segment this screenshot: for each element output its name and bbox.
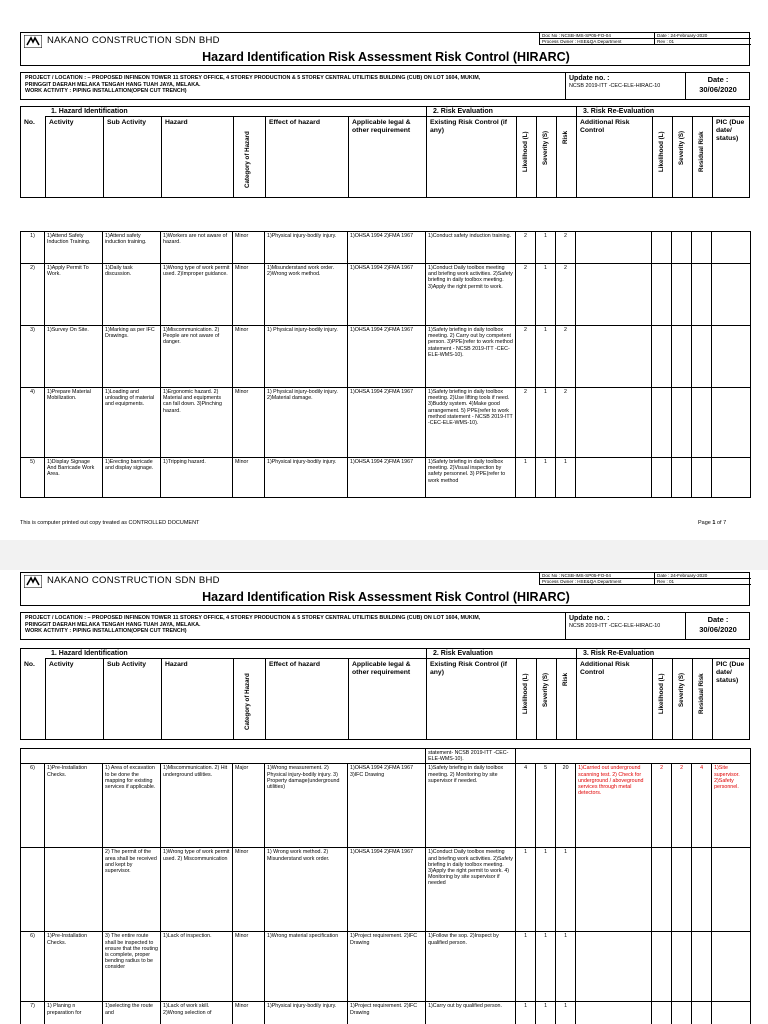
cell-cat: Minor	[233, 458, 265, 498]
section-risk-evaluation-2: 2. Risk Evaluation	[426, 649, 576, 659]
project-line-3: WORK ACTIVITY : PIPING INSTALLATION(OPEN CUT TRENCH)	[25, 88, 187, 94]
cell-hazard: 1)Wrong type of work permit used. 2)Improper guidance.	[161, 264, 233, 326]
col-category	[233, 117, 265, 197]
project-line-2: PRINGGIT DAERAH MELAKA TENGAH HANG TUAH JAYA, MELAKA.	[25, 81, 201, 88]
table-row	[21, 764, 751, 848]
cell-no: 6)	[21, 932, 45, 1002]
page-current: 1	[712, 520, 716, 526]
cell-rr	[692, 232, 712, 264]
cell-hazard: 1)Ergonomic hazard. 2) Material and equipments can fall down. 3)Pinching hazard.	[161, 388, 233, 458]
cell-s: 1	[536, 458, 556, 498]
cell-l2	[652, 458, 672, 498]
cell-existing: 1)Safety briefing in daily toolbox meeting. 2)Visual inspection by safety personnel. 3) PPE(refer to work method	[426, 458, 516, 498]
cell-existing: 1)Follow the sop. 2)Inspect by qualified person.	[426, 932, 516, 1002]
cell-no: 4)	[21, 388, 45, 458]
cell-add	[576, 1002, 652, 1024]
continuation-row	[21, 749, 751, 764]
cell-s2	[672, 264, 692, 326]
cell-rr	[692, 458, 712, 498]
cell-hazard: 1)Wrong type of work permit used. 2) Miscommunication	[161, 848, 233, 932]
date-label-2: Date :	[707, 615, 729, 624]
cell-effect: 1) Physical injury-bodily injury. 2)Material damage.	[265, 388, 348, 458]
col-likelihood-2	[652, 117, 672, 197]
cell-l: 1	[516, 1002, 536, 1024]
table-row	[21, 264, 751, 326]
document-title: Hazard Identification Risk Assessment Risk Control (HIRARC)	[202, 50, 570, 64]
col-residual-label: Residual Risk	[698, 131, 705, 172]
page-prefix: Page	[698, 520, 713, 526]
update-box	[565, 73, 685, 99]
update-value-2: NCSB 2019-ITT -CEC-ELE-HIRAC-10	[569, 623, 661, 629]
doc-rev: Rev : 01	[657, 39, 675, 44]
cell-no: 6)	[21, 764, 45, 848]
company-logo-icon	[24, 575, 42, 588]
cell-cat: Minor	[233, 326, 265, 388]
col-likelihood-2-p2-label: Likelihood (L)	[658, 673, 665, 714]
project-info-box	[20, 72, 750, 100]
cell-rr	[692, 932, 712, 1002]
cell-r: 2	[556, 264, 576, 326]
cell-add	[576, 264, 652, 326]
cell-s2	[672, 458, 692, 498]
cell-s2: 2	[672, 764, 692, 848]
cell-s2	[672, 388, 692, 458]
cell-legal: 1)OHSA 1994 2)FMA 1967	[348, 264, 426, 326]
cell-rr	[692, 388, 712, 458]
cell-existing: 1)Safety briefing in daily toolbox meeting. 2)Use lifting tools if need. 3)Buddy system. 4)Make good arrangement. 5) PPE(refer to work method statement - NCSB 2019-ITT -CEC-ELE-WMS-10).	[426, 388, 516, 458]
cell-hazard: 1)Workers are not aware of hazard.	[161, 232, 233, 264]
cell-existing: 1)Conduct safety induction training.	[426, 232, 516, 264]
cell-legal: 1)OHSA 1994 2)FMA 1967	[348, 458, 426, 498]
cell-l: 2	[516, 232, 536, 264]
cell-sub: 3) The entire route shall be inspected to ensure that the routing is complete, proper bending radius to be consider	[103, 932, 161, 1002]
update-box-2	[565, 613, 685, 639]
col-risk	[556, 117, 576, 197]
doc-meta-box-2	[539, 573, 751, 585]
update-label: Update no. :	[569, 75, 610, 82]
column-header-block	[20, 106, 750, 198]
cell-l2	[652, 932, 672, 1002]
cell-s2	[672, 232, 692, 264]
col-sub-activity: Sub Activity	[103, 117, 161, 197]
hazard-table-page-1	[20, 231, 751, 498]
table-row	[21, 458, 751, 498]
cell-sub: 1) Area of excavation to be done the mapping for existing services if applicable.	[103, 764, 161, 848]
table-row	[21, 848, 751, 932]
cell-l: 1	[516, 932, 536, 1002]
company-logo-icon	[24, 35, 42, 48]
col-no-2: No.	[24, 661, 35, 668]
cell-cat: Minor	[233, 932, 265, 1002]
cell-sub: 1)Marking as per IFC Drawings.	[103, 326, 161, 388]
cell-legal: 1)Project requirement. 2)IFC Drawing	[348, 1002, 426, 1024]
cell-legal: 1)OHSA 1994 2)FMA 1967 3)IFC Drawing	[348, 764, 426, 848]
cell-sub: 1)Loading and unloading of material and equipments.	[103, 388, 161, 458]
doc-no-2: Doc No : NCSB-IMS-SP05-FO-04	[539, 573, 655, 578]
col-residual-p2	[692, 659, 712, 739]
cell-effect: 1)Physical injury-bodily injury.	[265, 232, 348, 264]
col-likelihood-label: Likelihood (L)	[522, 131, 529, 172]
cell-rr	[692, 264, 712, 326]
date-box	[685, 73, 750, 99]
col-severity-2-p2-label: Severity (S)	[678, 673, 685, 708]
cell-activity: 1)Apply Permit To Work.	[45, 264, 103, 326]
cell-s2	[672, 1002, 692, 1024]
col-hazard: Hazard	[161, 117, 233, 197]
document-header	[20, 32, 750, 66]
cell-no: 5)	[21, 458, 45, 498]
cell-activity: 1)Pre-Installation Checks.	[45, 932, 103, 1002]
cell-r: 2	[556, 232, 576, 264]
cell-cat: Major	[233, 764, 265, 848]
cell-existing: 1)Safety briefing in daily toolbox meeting. 2) Monitoring by site supervisor if needed.	[426, 764, 516, 848]
col-pic: PIC (Due date/ status)	[712, 117, 750, 197]
cell-cat: Minor	[233, 1002, 265, 1024]
cell-l2	[652, 326, 672, 388]
project-info-box-2	[20, 612, 750, 640]
section-risk-reevaluation: 3. Risk Re-Evaluation	[576, 107, 750, 117]
cell-l2	[652, 848, 672, 932]
cell-activity: 1)Survey On Site.	[45, 326, 103, 388]
cell-s: 1	[536, 264, 556, 326]
cell-activity: 1) Planing n preparation for	[45, 1002, 103, 1024]
col-category-2-label: Category of Hazard	[244, 673, 251, 730]
continuation-text: statement- NCSB 2019-ITT -CEC-ELE-WMS-10).	[426, 749, 516, 764]
cell-s: 1	[536, 932, 556, 1002]
cell-pic	[712, 848, 751, 932]
cell-pic	[712, 1002, 751, 1024]
col-risk-label: Risk	[562, 131, 569, 145]
cell-existing: 1)Carry out by qualified person.	[426, 1002, 516, 1024]
col-no: No.	[24, 119, 35, 126]
cell-rr	[692, 1002, 712, 1024]
col-existing: Existing Risk Control (if any)	[426, 117, 516, 197]
cell-activity: 1)Attend Safety Induction Training.	[45, 232, 103, 264]
cell-r: 1	[556, 932, 576, 1002]
cell-sub: 1)Attend safety induction training.	[103, 232, 161, 264]
cell-l: 2	[516, 388, 536, 458]
controlled-document-note: This is computer printed out copy treated as CONTROLLED DOCUMENT	[20, 520, 200, 526]
table-row	[21, 1002, 751, 1024]
col-severity	[536, 117, 556, 197]
date-box-2	[685, 613, 750, 639]
cell-s: 5	[536, 764, 556, 848]
cell-effect: 1) Physical injury-bodily injury.	[265, 326, 348, 388]
section-risk-reevaluation-2: 3. Risk Re-Evaluation	[576, 649, 750, 659]
cell-existing: 1)Conduct Daily toolbox meeting and briefing work activities. 2)Safety briefing in daily toolbox meeting. 3)Apply the right permit to work. 4) Monitoring by site supervisor if needed	[426, 848, 516, 932]
cell-s2	[672, 848, 692, 932]
date-value-2: 30/06/2020	[699, 625, 737, 634]
col-pic-2: PIC (Due date/ status)	[712, 659, 750, 739]
cell-sub: 1)selecting the route and	[103, 1002, 161, 1024]
doc-date-2: Date : 24-February-2020	[657, 573, 708, 578]
cell-r: 1	[556, 458, 576, 498]
cell-effect: 1)Physical injury-bodily injury.	[265, 458, 348, 498]
cell-l2: 2	[652, 764, 672, 848]
col-activity: Activity	[45, 117, 103, 197]
col-likelihood	[516, 117, 536, 197]
doc-owner-2: Process Owner : HSE&QA Department	[539, 579, 655, 584]
cell-legal: 1)OHSA 1994 2)FMA 1967	[348, 326, 426, 388]
cell-hazard: 1)Tripping hazard.	[161, 458, 233, 498]
col-severity-2	[672, 117, 692, 197]
cell-legal: 1)OHSA 1994 2)FMA 1967	[348, 388, 426, 458]
cell-cat: Minor	[233, 232, 265, 264]
cell-add	[576, 326, 652, 388]
cell-l2	[652, 388, 672, 458]
doc-meta-box	[539, 33, 751, 45]
col-severity-2-p2	[672, 659, 692, 739]
project-line-2-2: PRINGGIT DAERAH MELAKA TENGAH HANG TUAH JAYA, MELAKA.	[25, 621, 201, 628]
cell-effect: 1)Misunderstand work order. 2)Wrong work method.	[265, 264, 348, 326]
cell-sub: 1)Erecting barricade and display signage.	[103, 458, 161, 498]
doc-rev-2: Rev : 01	[657, 579, 675, 584]
cell-sub: 2) The permit of the area shall be received and kept by supervisor.	[103, 848, 161, 932]
cell-sub: 1)Daily task discussion.	[103, 264, 161, 326]
cell-r: 20	[556, 764, 576, 848]
col-severity-p2	[536, 659, 556, 739]
cell-pic	[712, 232, 751, 264]
doc-owner: Process Owner : HSE&QA Department	[539, 39, 655, 44]
cell-add	[576, 232, 652, 264]
cell-add	[576, 388, 652, 458]
cell-no: 2)	[21, 264, 45, 326]
date-value: 30/06/2020	[699, 85, 737, 94]
cell-l: 1	[516, 458, 536, 498]
cell-pic	[712, 388, 751, 458]
cell-hazard: 1)Lack of work skill. 2)Wrong selection of	[161, 1002, 233, 1024]
cell-cat: Minor	[233, 848, 265, 932]
page-number	[698, 520, 726, 526]
company-name-2: NAKANO CONSTRUCTION SDN BHD	[47, 575, 220, 586]
page-suffix: of 7	[715, 520, 727, 526]
project-line-3-2: WORK ACTIVITY : PIPING INSTALLATION(OPEN CUT TRENCH)	[25, 628, 187, 634]
cell-s: 1	[536, 848, 556, 932]
cell-pic: 1)Site supervisor. 2)Safety personnel.	[712, 764, 751, 848]
col-sub-activity-2: Sub Activity	[103, 659, 161, 739]
project-line-1-2: PROJECT / LOCATION : – PROPOSED INFINEON TOWER 11 STOREY OFFICE, 4 STOREY PRODUCTION & 5 STOREY CENTRAL UTILITIES BUILDING (CUB) ON LOT 1604, MUKIM,	[25, 615, 481, 621]
section-hazard-identification: 1. Hazard Identification	[45, 107, 426, 117]
doc-no: Doc No : NCSB-IMS-SP05-FO-04	[539, 33, 655, 38]
cell-rr	[692, 326, 712, 388]
cell-rr	[692, 848, 712, 932]
cell-no	[21, 848, 45, 932]
cell-s: 1	[536, 388, 556, 458]
col-category-label: Category of Hazard	[244, 131, 251, 188]
col-legal: Applicable legal & other requirement	[348, 117, 426, 197]
cell-hazard: 1)Miscommunication. 2) People are not aware of danger.	[161, 326, 233, 388]
cell-add: 1)Carried out underground scanning test. 2) Check for underground / aboveground services through metal detectors.	[576, 764, 652, 848]
cell-effect: 1)Wrong measurement. 2) Physical injury-bodily injury. 3) Property damage(underground utilities)	[265, 764, 348, 848]
cell-hazard: 1)Lack of inspection.	[161, 932, 233, 1002]
cell-activity: 1)Display Signage And Barricade Work Area.	[45, 458, 103, 498]
cell-r: 1	[556, 848, 576, 932]
cell-pic	[712, 264, 751, 326]
document-header-2	[20, 572, 750, 606]
col-legal-2: Applicable legal & other requirement	[348, 659, 426, 739]
cell-l2	[652, 264, 672, 326]
cell-pic	[712, 458, 751, 498]
cell-rr: 4	[692, 764, 712, 848]
cell-no: 1)	[21, 232, 45, 264]
company-name: NAKANO CONSTRUCTION SDN BHD	[47, 35, 220, 46]
update-label-2: Update no. :	[569, 615, 610, 622]
col-existing-2: Existing Risk Control (if any)	[426, 659, 516, 739]
cell-pic	[712, 326, 751, 388]
document-title-2: Hazard Identification Risk Assessment Risk Control (HIRARC)	[202, 590, 570, 604]
cell-s2	[672, 326, 692, 388]
document-page-2	[0, 570, 768, 1024]
cell-add	[576, 848, 652, 932]
col-category-2	[233, 659, 265, 739]
cell-r: 2	[556, 326, 576, 388]
col-effect-2: Effect of hazard	[265, 659, 348, 739]
col-likelihood-2-label: Likelihood (L)	[658, 131, 665, 172]
continuation-empty-cell	[21, 749, 426, 764]
cell-legal: 1)OHSA 1994 2)FMA 1967	[348, 232, 426, 264]
cell-l2	[652, 232, 672, 264]
cell-effect: 1)Physical injury-bodily injury.	[265, 1002, 348, 1024]
cell-legal: 1)OHSA 1994 2)FMA 1967	[348, 848, 426, 932]
table-row	[21, 232, 751, 264]
col-additional-2: Additional Risk Control	[576, 659, 652, 739]
section-hazard-identification-2: 1. Hazard Identification	[45, 649, 426, 659]
cell-s2	[672, 932, 692, 1002]
cell-no: 7)	[21, 1002, 45, 1024]
page-gap	[0, 540, 768, 570]
col-likelihood-p2	[516, 659, 536, 739]
section-risk-evaluation: 2. Risk Evaluation	[426, 107, 576, 117]
cell-existing: 1)Conduct Daily toolbox meeting and briefing work activities. 2)Safety briefing in daily toolbox meeting. 3)Apply the right permit to work.	[426, 264, 516, 326]
table-row	[21, 326, 751, 388]
cell-s: 1	[536, 326, 556, 388]
cell-effect: 1) Wrong work method. 2) Misunderstand work order.	[265, 848, 348, 932]
cell-r: 1	[556, 1002, 576, 1024]
col-additional: Additional Risk Control	[576, 117, 652, 197]
cell-activity: 1)Prepare Material Mobilization.	[45, 388, 103, 458]
col-severity-label: Severity (S)	[542, 131, 549, 166]
cell-l: 4	[516, 764, 536, 848]
cell-l: 1	[516, 848, 536, 932]
table-row	[21, 932, 751, 1002]
column-header-block-2	[20, 648, 750, 740]
cell-s: 1	[536, 1002, 556, 1024]
continuation-empty-cell-2	[516, 749, 751, 764]
col-severity-p2-label: Severity (S)	[542, 673, 549, 708]
cell-l: 2	[516, 326, 536, 388]
cell-no: 3)	[21, 326, 45, 388]
cell-l: 2	[516, 264, 536, 326]
cell-add	[576, 458, 652, 498]
cell-s: 1	[536, 232, 556, 264]
col-likelihood-p2-label: Likelihood (L)	[522, 673, 529, 714]
col-activity-2: Activity	[45, 659, 103, 739]
col-severity-2-label: Severity (S)	[678, 131, 685, 166]
cell-legal: 1)Project requirement. 2)IFC Drawing	[348, 932, 426, 1002]
col-effect: Effect of hazard	[265, 117, 348, 197]
cell-l2	[652, 1002, 672, 1024]
cell-cat: Minor	[233, 388, 265, 458]
cell-pic	[712, 932, 751, 1002]
col-risk-p2-label: Risk	[562, 673, 569, 687]
cell-hazard: 1)Miscommunication. 2) Hit underground utilities.	[161, 764, 233, 848]
update-value: NCSB 2019-ITT -CEC-ELE-HIRAC-10	[569, 83, 661, 89]
table-row	[21, 388, 751, 458]
cell-add	[576, 932, 652, 1002]
hazard-table-page-2	[20, 748, 751, 1024]
col-likelihood-2-p2	[652, 659, 672, 739]
col-hazard-2: Hazard	[161, 659, 233, 739]
col-risk-p2	[556, 659, 576, 739]
doc-date: Date : 24-February-2020	[657, 33, 708, 38]
col-residual	[692, 117, 712, 197]
cell-activity	[45, 848, 103, 932]
cell-effect: 1)Wrong material specification	[265, 932, 348, 1002]
project-line-1: PROJECT / LOCATION : – PROPOSED INFINEON TOWER 11 STOREY OFFICE, 4 STOREY PRODUCTION & 5 STOREY CENTRAL UTILITIES BUILDING (CUB) ON LOT 1604, MUKIM,	[25, 75, 481, 81]
cell-activity: 1)Pre-Installation Checks.	[45, 764, 103, 848]
cell-existing: 1)Safety briefing in daily toolbox meeting. 2) Carry out by competent person. 3)PPE(refer to work method statement - NCSB 2019-ITT -CEC-ELE-WMS-10).	[426, 326, 516, 388]
date-label: Date :	[707, 75, 729, 84]
cell-r: 2	[556, 388, 576, 458]
cell-cat: Minor	[233, 264, 265, 326]
col-residual-p2-label: Residual Risk	[698, 673, 705, 714]
